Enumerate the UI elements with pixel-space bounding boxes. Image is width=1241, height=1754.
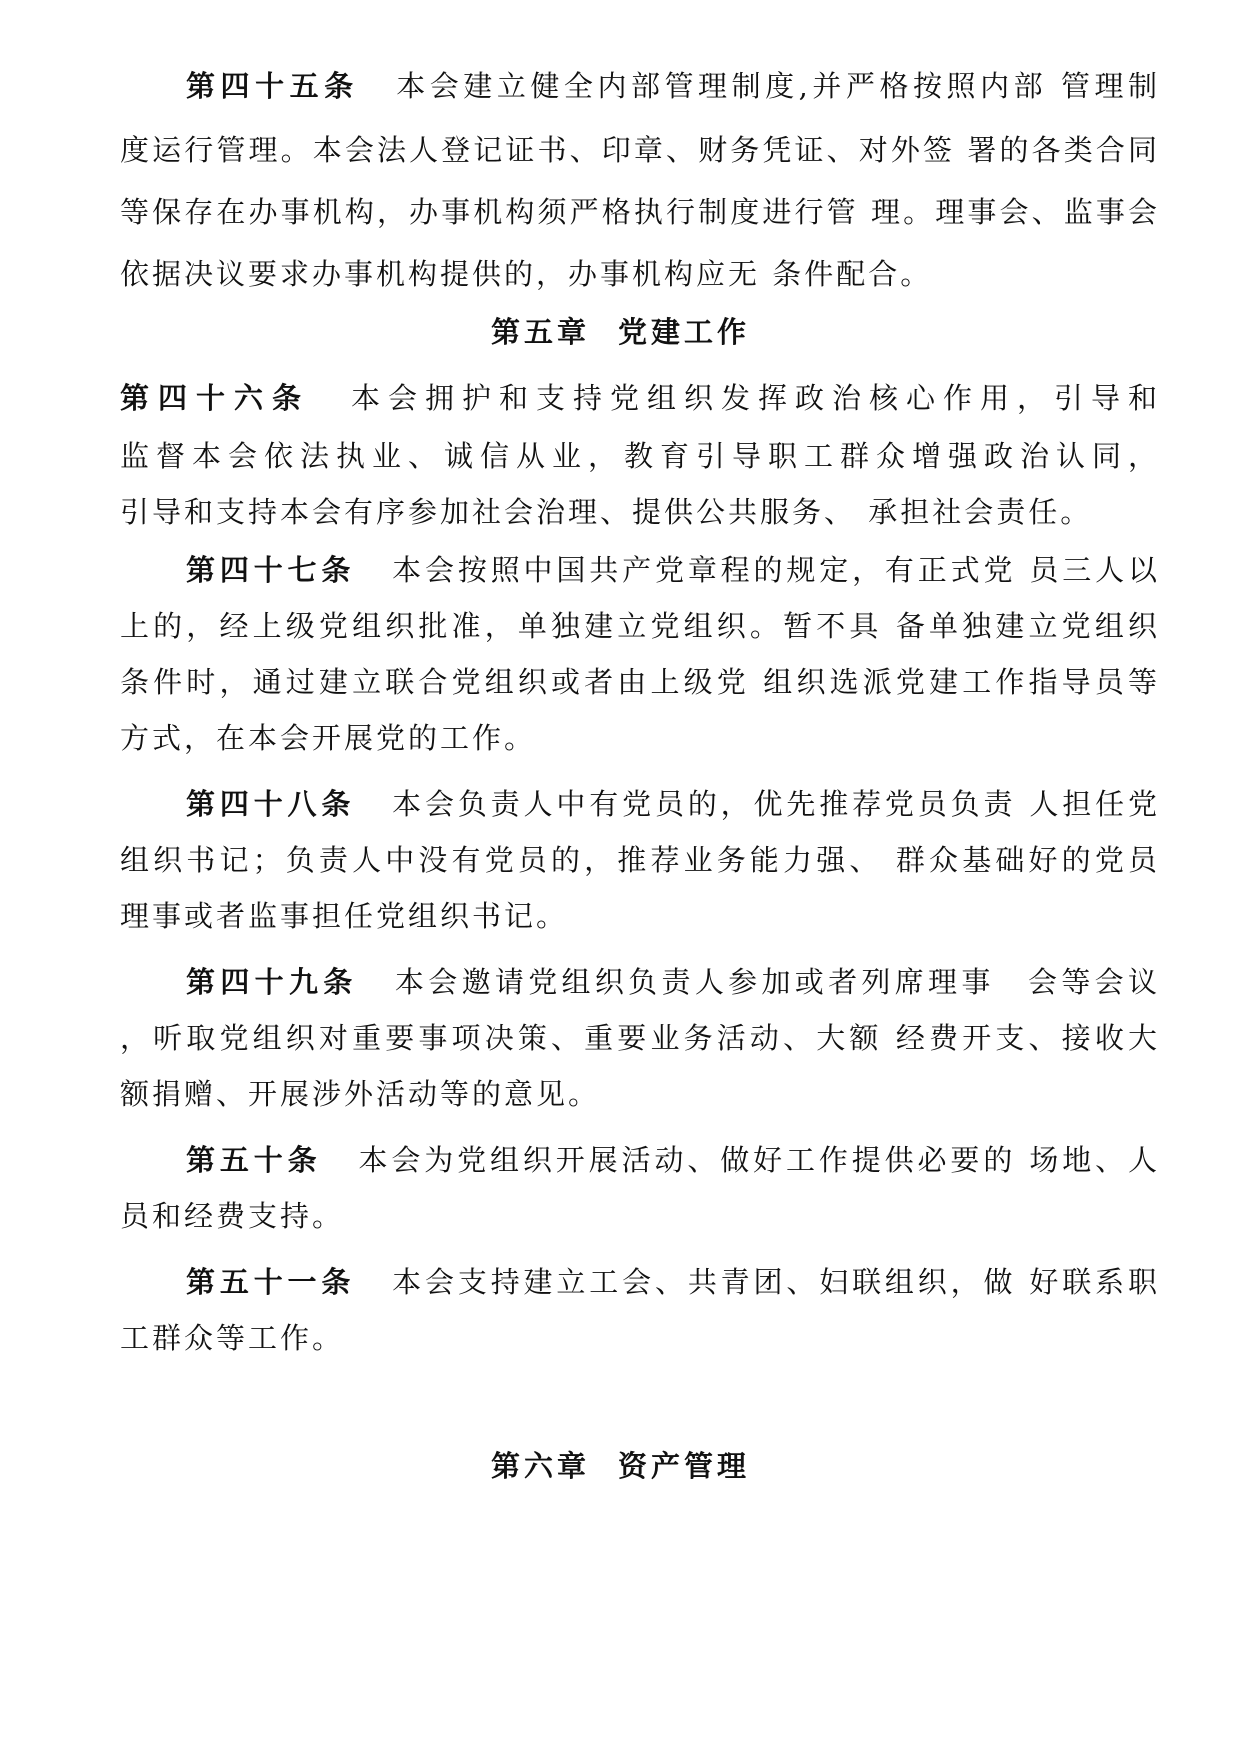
article-50-line-1 bbox=[186, 1140, 1160, 1180]
article-50-text: 本会为党组织开展活动、做好工作提供必要的 场地、人 bbox=[357, 1143, 1160, 1177]
chapter-6-title: 资产管理 bbox=[618, 1449, 751, 1483]
article-48-line-3: 理事或者监事担任党组织书记。 bbox=[120, 899, 569, 933]
article-45-line-4: 依据决议要求办事机构提供的，办事机构应无 条件配合。 bbox=[120, 257, 933, 291]
article-49-text: 本会邀请党组织负责人参加或者列席理事 会等会议 bbox=[393, 965, 1160, 999]
chapter-5-number: 第五章 bbox=[490, 315, 590, 349]
article-46-number: 第四十六条 bbox=[120, 381, 310, 415]
article-48-number: 第四十八条 bbox=[186, 787, 356, 821]
article-49-number: 第四十九条 bbox=[186, 965, 358, 999]
article-45-number: 第四十五条 bbox=[186, 69, 359, 103]
article-51-line-2: 工群众等工作。 bbox=[120, 1321, 345, 1355]
article-47-line-2: 上的，经上级党组织批准，单独建立党组织。暂不具 备单独建立党组织 bbox=[120, 609, 1160, 643]
article-48-line-2: 组织书记；负责人中没有党员的，推荐业务能力强、 群众基础好的党员 bbox=[120, 843, 1160, 877]
article-46-text: 本会拥护和支持党组织发挥政治核心作用，引导和 bbox=[346, 381, 1160, 415]
article-45-line-1 bbox=[186, 66, 1160, 106]
article-48-text: 本会负责人中有党员的，优先推荐党员负责 人担任党 bbox=[391, 787, 1160, 821]
article-49-line-2: ，听取党组织对重要事项决策、重要业务活动、大额 经费开支、接收大 bbox=[120, 1021, 1160, 1055]
article-45-line-2: 度运行管理。本会法人登记证书、印章、财务凭证、对外签 署的各类合同 bbox=[120, 133, 1160, 167]
article-46-line-1 bbox=[120, 378, 1160, 418]
chapter-6-number: 第六章 bbox=[490, 1449, 590, 1483]
article-47-line-1 bbox=[186, 550, 1160, 590]
article-51-line-1 bbox=[186, 1262, 1160, 1302]
article-45-text: 本会建立健全内部管理制度,并严格按照内部 管理制 bbox=[394, 69, 1160, 103]
article-47-text: 本会按照中国共产党章程的规定，有正式党 员三人以 bbox=[391, 553, 1160, 587]
article-48-line-1 bbox=[186, 784, 1160, 824]
article-51-number: 第五十一条 bbox=[186, 1265, 356, 1299]
article-49-line-1 bbox=[186, 962, 1160, 1002]
article-46-line-3: 引导和支持本会有序参加社会治理、提供公共服务、 承担社会责任。 bbox=[120, 495, 1093, 529]
article-49-line-3: 额捐赠、开展涉外活动等的意见。 bbox=[120, 1077, 601, 1111]
article-50-line-2: 员和经费支持。 bbox=[120, 1199, 345, 1233]
chapter-5-heading bbox=[0, 312, 1241, 352]
article-51-text: 本会支持建立工会、共青团、妇联组织，做 好联系职 bbox=[391, 1265, 1160, 1299]
chapter-5-title: 党建工作 bbox=[618, 315, 751, 349]
article-46-line-2: 监督本会依法执业、诚信从业，教育引导职工群众增强政治认同， bbox=[120, 439, 1160, 473]
article-47-number: 第四十七条 bbox=[186, 553, 356, 587]
article-50-number: 第五十条 bbox=[186, 1143, 322, 1177]
chapter-6-heading bbox=[0, 1446, 1241, 1486]
article-45-line-3: 等保存在办事机构，办事机构须严格执行制度进行管 理。理事会、监事会 bbox=[120, 195, 1160, 229]
article-47-line-3: 条件时，通过建立联合党组织或者由上级党 组织选派党建工作指导员等 bbox=[120, 665, 1160, 699]
article-47-line-4: 方式，在本会开展党的工作。 bbox=[120, 721, 537, 755]
